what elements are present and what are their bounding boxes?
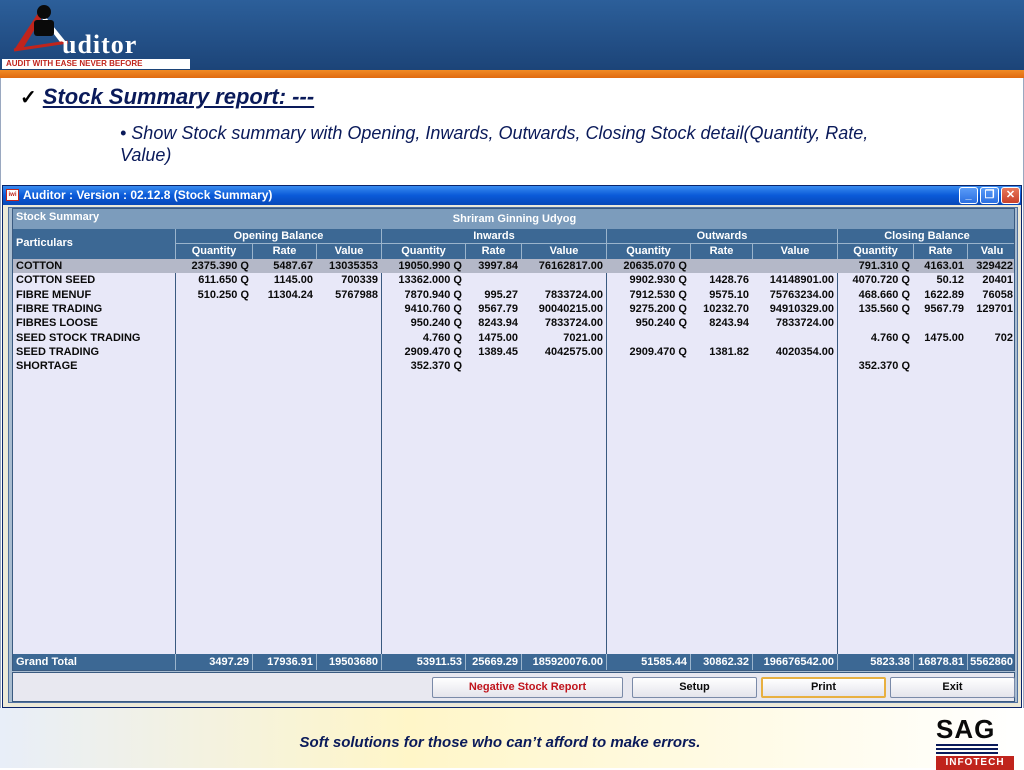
grand-total-row — [13, 654, 1015, 670]
outwards-rate-cell — [690, 359, 752, 373]
inwards-quantity-cell: 2909.470 Q — [404, 345, 462, 358]
particulars-cell: COTTON — [16, 260, 63, 272]
opening-value-cell — [316, 331, 381, 345]
col-header-inwards-quantity[interactable]: Quantity — [381, 244, 465, 259]
col-header-outwards-quantity[interactable]: Quantity — [606, 244, 690, 259]
print-button[interactable]: Print — [761, 677, 886, 698]
closing-value-cell — [967, 359, 1015, 373]
footer-tagline: Soft solutions for those who can’t afford to make errors. — [299, 734, 701, 751]
button-bar — [12, 672, 1015, 702]
outwards-value-cell — [752, 331, 837, 345]
auditor-emblem-icon — [10, 2, 70, 54]
particulars-cell: SEED STOCK TRADING — [16, 331, 141, 344]
col-header-inwards-value[interactable]: Value — [521, 244, 606, 259]
outwards-value-cell: 14148901.00 — [769, 274, 834, 287]
opening-value-cell — [316, 316, 381, 330]
col-header-closing-value[interactable]: Valu — [967, 244, 1015, 259]
group-header-closing: Closing Balance — [837, 229, 1015, 244]
grid-caption-bar — [13, 209, 1015, 229]
opening-quantity-cell: 510.250 Q — [197, 288, 249, 301]
closing-value-cell: 129701 — [976, 302, 1013, 315]
col-header-opening-rate[interactable]: Rate — [252, 244, 316, 259]
outwards-quantity-cell — [606, 331, 690, 345]
outwards-rate-cell: 8243.94 — [709, 317, 749, 330]
inwards-quantity-cell: 53911.53 — [381, 654, 465, 670]
opening-quantity-cell: 611.650 Q — [198, 274, 249, 287]
closing-value-cell: 76058 — [982, 288, 1013, 301]
opening-quantity-cell — [175, 302, 252, 316]
outwards-rate-cell: 30862.32 — [690, 654, 752, 670]
closing-rate-cell: 1622.89 — [924, 288, 964, 301]
outwards-value-cell: 94910329.00 — [769, 302, 834, 315]
inwards-quantity-cell: 7870.940 Q — [404, 288, 462, 301]
outwards-quantity-cell: 20635.070 Q — [623, 260, 687, 272]
grid-caption: Stock Summary — [16, 211, 100, 223]
auditor-logo — [2, 2, 190, 68]
outwards-quantity-cell: 2909.470 Q — [629, 345, 687, 358]
outwards-value-cell: 196676542.00 — [752, 654, 837, 670]
inwards-value-cell: 7833724.00 — [544, 288, 603, 301]
inwards-quantity-cell: 19050.990 Q — [398, 260, 462, 272]
outwards-quantity-cell: 9902.930 Q — [629, 274, 687, 287]
col-header-opening-quantity[interactable]: Quantity — [175, 244, 252, 259]
inwards-rate-cell — [465, 273, 521, 287]
outwards-rate-cell — [690, 331, 752, 345]
outwards-quantity-cell — [606, 359, 690, 373]
closing-quantity-cell: 5823.38 — [837, 654, 913, 670]
opening-rate-cell: 5487.67 — [273, 260, 313, 272]
inwards-rate-cell: 995.27 — [484, 288, 518, 301]
table-row[interactable] — [13, 359, 1015, 373]
particulars-header: Particulars — [16, 237, 73, 249]
col-header-opening-value[interactable]: Value — [316, 244, 381, 259]
col-header-closing-quantity[interactable]: Quantity — [837, 244, 913, 259]
outwards-value-cell: 75763234.00 — [769, 288, 834, 301]
outwards-rate-cell: 1381.82 — [709, 345, 749, 358]
group-header-inwards: Inwards — [381, 229, 606, 244]
closing-quantity-cell: 135.560 Q — [858, 302, 910, 315]
closing-quantity-cell: 791.310 Q — [858, 260, 910, 272]
app-icon: iwi — [6, 189, 19, 201]
closing-rate-cell — [913, 316, 967, 330]
opening-quantity-cell — [175, 316, 252, 330]
inwards-quantity-cell: 352.370 Q — [410, 360, 462, 373]
stock-summary-window — [2, 185, 1022, 708]
opening-rate-cell: 17936.91 — [252, 654, 316, 670]
closing-rate-cell: 4163.01 — [924, 260, 964, 272]
logo-stripes — [936, 744, 998, 754]
outwards-value-cell: 4020354.00 — [775, 345, 834, 358]
closing-quantity-cell — [837, 316, 913, 330]
inwards-rate-cell: 8243.94 — [478, 317, 518, 330]
sag-infotech-logo — [936, 714, 1014, 768]
particulars-cell: Grand Total — [16, 656, 77, 668]
stock-summary-grid — [12, 208, 1015, 671]
inwards-value-cell: 90040215.00 — [538, 302, 603, 315]
outwards-quantity-cell: 7912.530 Q — [629, 288, 687, 301]
opening-rate-cell — [252, 331, 316, 345]
table-row[interactable] — [13, 331, 1015, 345]
opening-rate-cell — [252, 359, 316, 373]
window-titlebar[interactable] — [3, 186, 1021, 205]
inwards-rate-cell — [465, 359, 521, 373]
closing-rate-cell — [913, 359, 967, 373]
company-name: Shriram Ginning Udyog — [452, 213, 577, 225]
outwards-quantity-cell: 950.240 Q — [635, 317, 687, 330]
closing-rate-cell: 50.12 — [936, 274, 964, 287]
opening-rate-cell: 11304.24 — [267, 288, 313, 301]
minimize-button[interactable]: _ — [959, 187, 978, 204]
opening-quantity-cell: 2375.390 Q — [191, 260, 249, 272]
sag-logo-sub: INFOTECH — [936, 756, 1014, 770]
inwards-value-cell — [521, 359, 606, 373]
opening-rate-cell: 1145.00 — [273, 274, 313, 287]
particulars-cell: FIBRE TRADING — [16, 302, 103, 315]
inwards-value-cell — [521, 273, 606, 287]
group-header-outwards: Outwards — [606, 229, 837, 244]
heading-text: Stock Summary report: --- — [42, 84, 315, 109]
outwards-rate-cell: 1428.76 — [709, 274, 749, 287]
closing-quantity-cell: 468.660 Q — [858, 288, 910, 301]
outwards-rate-cell: 9575.10 — [709, 288, 749, 301]
outwards-quantity-cell: 9275.200 Q — [629, 302, 687, 315]
closing-rate-cell — [913, 345, 967, 359]
closing-rate-cell: 9567.79 — [924, 302, 964, 315]
negative-stock-report-button[interactable]: Negative Stock Report — [432, 677, 623, 698]
inwards-value-cell: 185920076.00 — [521, 654, 606, 670]
inwards-rate-cell: 25669.29 — [465, 654, 521, 670]
closing-value-cell: 5562860 — [967, 654, 1015, 670]
sag-logo-word: SAG — [936, 714, 996, 744]
opening-quantity-cell — [175, 359, 252, 373]
particulars-cell: COTTON SEED — [16, 274, 96, 287]
opening-rate-cell — [252, 302, 316, 316]
col-header-closing-rate[interactable]: Rate — [913, 244, 967, 259]
particulars-cell: SEED TRADING — [16, 345, 100, 358]
table-row[interactable] — [13, 273, 1015, 287]
group-header-opening: Opening Balance — [175, 229, 381, 244]
inwards-quantity-cell: 4.760 Q — [422, 331, 462, 344]
logo-word: uditor — [62, 30, 138, 59]
closing-quantity-cell: 352.370 Q — [858, 360, 910, 373]
stock-summary-panel — [8, 207, 1018, 703]
outwards-quantity-cell: 51585.44 — [606, 654, 690, 670]
col-header-outwards-value[interactable]: Value — [752, 244, 837, 259]
opening-quantity-cell: 3497.29 — [175, 654, 252, 670]
inwards-value-cell: 7833724.00 — [544, 317, 603, 330]
inwards-rate-cell: 1475.00 — [478, 331, 518, 344]
slide-heading — [20, 84, 314, 110]
opening-value-cell: 700339 — [341, 274, 378, 287]
opening-value-cell — [316, 359, 381, 373]
window-title: Auditor : Version : 02.12.8 (Stock Summary) — [23, 188, 273, 202]
outwards-value-cell: 7833724.00 — [775, 317, 834, 330]
outwards-value-cell — [752, 359, 837, 373]
closing-quantity-cell: 4.760 Q — [870, 331, 910, 344]
table-row[interactable] — [13, 302, 1015, 316]
opening-rate-cell — [252, 345, 316, 359]
particulars-cell: SHORTAGE — [16, 360, 78, 373]
grid-header — [13, 229, 1015, 259]
closing-quantity-cell: 4070.720 Q — [852, 274, 910, 287]
inwards-value-cell: 76162817.00 — [538, 260, 603, 272]
closing-value-cell: 702 — [994, 331, 1013, 344]
closing-value-cell: 329422 — [976, 260, 1013, 272]
exit-button[interactable]: Exit — [890, 677, 1015, 698]
check-icon: ✓ — [20, 87, 37, 109]
header-accent-bar — [0, 70, 1024, 78]
outwards-value-cell — [752, 259, 837, 273]
inwards-quantity-cell: 9410.760 Q — [404, 302, 462, 315]
slide-footer — [0, 708, 1024, 768]
opening-value-cell: 5767988 — [335, 288, 378, 301]
table-row[interactable] — [13, 316, 1015, 330]
closing-value-cell: 20401 — [982, 274, 1013, 287]
closing-rate-cell: 16878.81 — [913, 654, 967, 670]
restore-button[interactable]: ❐ — [980, 187, 999, 204]
table-row[interactable] — [13, 288, 1015, 302]
opening-value-cell — [316, 345, 381, 359]
inwards-quantity-cell: 950.240 Q — [410, 317, 462, 330]
slide-header — [0, 0, 1024, 70]
slide-bullet: • Show Stock summary with Opening, Inwards, Outwards, Closing Stock detail(Quantity, Rate, Value) — [120, 123, 869, 165]
outwards-rate-cell: 10232.70 — [703, 302, 749, 315]
particulars-cell: FIBRE MENUF — [16, 288, 92, 301]
close-button[interactable]: ✕ — [1001, 187, 1020, 204]
table-row[interactable] — [13, 345, 1015, 359]
opening-value-cell: 19503680 — [316, 654, 381, 670]
setup-button[interactable]: Setup — [632, 677, 757, 698]
table-row[interactable] — [13, 259, 1015, 273]
particulars-cell: FIBRES LOOSE — [16, 317, 98, 330]
closing-quantity-cell — [837, 345, 913, 359]
closing-value-cell — [967, 345, 1015, 359]
opening-value-cell: 13035353 — [329, 260, 378, 272]
inwards-value-cell: 4042575.00 — [544, 345, 603, 358]
closing-rate-cell: 1475.00 — [924, 331, 964, 344]
inwards-quantity-cell: 13362.000 Q — [398, 274, 462, 287]
opening-quantity-cell — [175, 345, 252, 359]
inwards-rate-cell: 9567.79 — [478, 302, 518, 315]
inwards-rate-cell: 1389.45 — [478, 345, 518, 358]
opening-value-cell — [316, 302, 381, 316]
inwards-value-cell: 7021.00 — [563, 331, 603, 344]
inwards-rate-cell: 3997.84 — [478, 260, 518, 272]
outwards-rate-cell — [690, 259, 752, 273]
opening-quantity-cell — [175, 331, 252, 345]
col-header-inwards-rate[interactable]: Rate — [465, 244, 521, 259]
logo-tagline: AUDIT WITH EASE NEVER BEFORE — [2, 59, 190, 69]
closing-value-cell — [967, 316, 1015, 330]
opening-rate-cell — [252, 316, 316, 330]
col-header-outwards-rate[interactable]: Rate — [690, 244, 752, 259]
